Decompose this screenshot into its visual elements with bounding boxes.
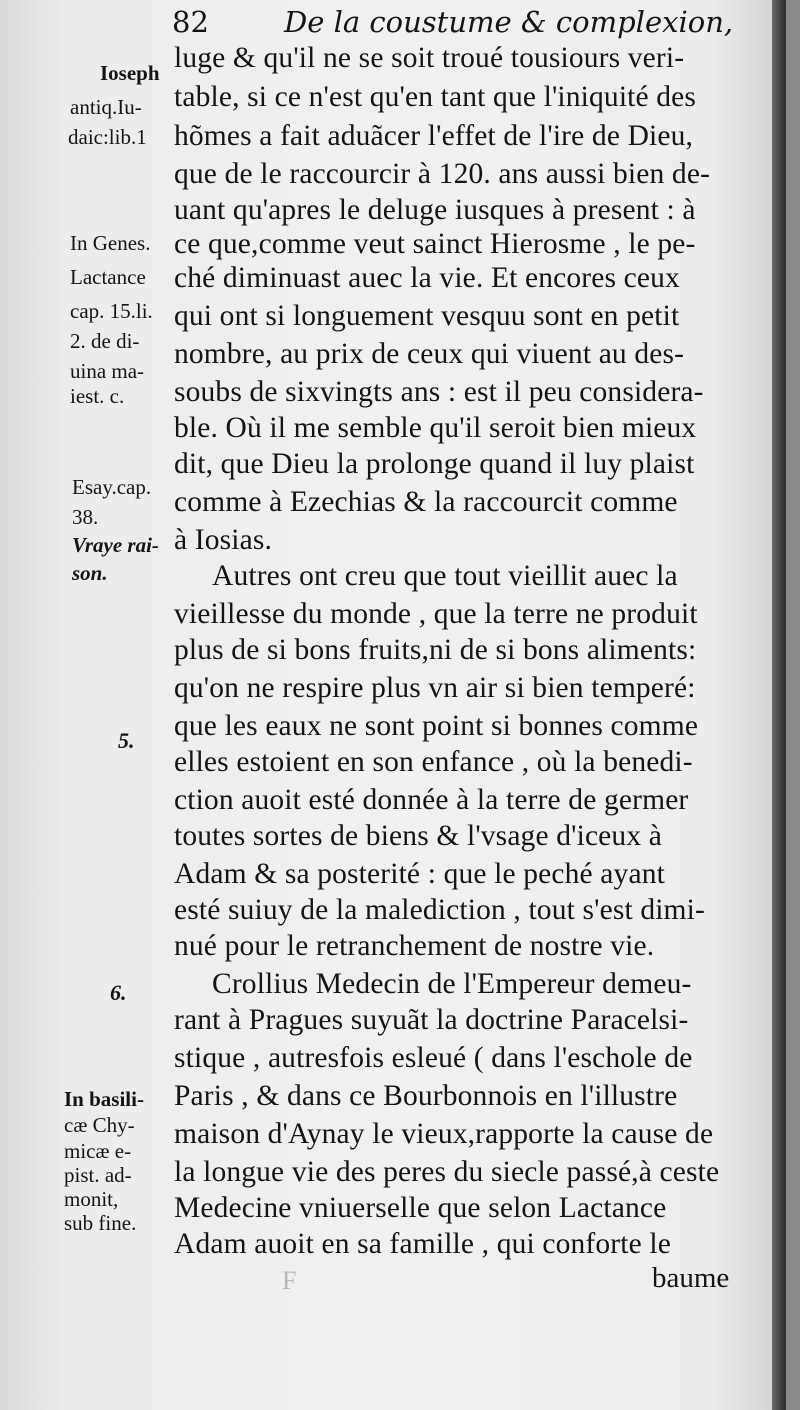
body-line: maison d'Aynay le vieux,rapporte la cause de [174,1118,714,1150]
margin-note-lactance-5: iest. c. [70,384,125,408]
body-line: vieillesse du monde , que la terre ne produit [174,598,698,630]
body-line: dit, que Dieu la prolonge quand il luy plaist [174,448,695,480]
margin-note-lactance-4: uina ma- [70,359,145,383]
margin-note-esay-1: Esay.cap. [72,475,152,499]
running-title: De la coustume & complexion, [284,5,734,39]
body-line: qu'on ne respire plus vn air si bien temperé: [174,672,696,704]
margin-note-lactance-2: cap. 15.li. [70,299,153,323]
body-line: hõmes a fait aduãcer l'effet de l'ire de Dieu, [174,120,694,152]
body-line: à Iosias. [174,524,273,556]
body-line: la longue vie des peres du siecle passé,à ceste [174,1156,720,1188]
running-head [172,2,772,42]
margin-note-genesis: In Genes. [70,231,151,255]
body-line: ché diminuast auec la vie. Et encores ceux [174,262,680,294]
margin-note-josephus-1: Ioseph [100,61,160,85]
margin-note-basilica-6: sub fine. [64,1211,137,1235]
body-line: plus de si bons fruits,ni de si bons aliments: [174,634,697,666]
body-line: luge & qu'il ne se soit troué tousiours veri- [174,42,685,74]
body-line: ce que,comme veut sainct Hierosme , le pe- [174,228,696,260]
margin-note-vraye-1: Vraye rai- [72,533,159,557]
body-line: que de le raccourcir à 120. ans aussi bien de- [174,158,711,190]
body-line: uant qu'apres le deluge iusques à present : à [174,194,696,226]
margin-note-basilica-1: In basili- [64,1087,144,1111]
body-line: toutes sortes de biens & l'vsage d'iceux à [174,820,662,852]
catchword: baume [652,1262,730,1294]
margin-note-basilica-3: micæ e- [64,1139,132,1163]
body-line: Medecine vniuerselle que selon Lactance [174,1192,667,1224]
paragraph-number-5: 5. [118,728,135,753]
paragraph-number-6: 6. [110,980,127,1005]
body-line: Adam auoit en sa famille , qui conforte le [174,1228,671,1260]
margin-note-josephus-2: antiq.Iu- [70,95,142,119]
body-line: soubs de sixvingts ans : est il peu considera- [174,376,704,408]
body-line: nombre, au prix de ceux qui viuent au des- [174,338,685,370]
body-line: que les eaux ne sont point si bonnes comme [174,710,699,742]
body-line: comme à Ezechias & la raccourcit comme [174,486,678,518]
margin-note-vraye-2: son. [72,561,108,585]
body-line: Crollius Medecin de l'Empereur demeu- [212,968,692,1000]
margin-note-lactance-1: Lactance [70,265,146,289]
body-line: stique , autresfois esleué ( dans l'eschole de [174,1042,693,1074]
body-line: rant à Pragues suyuãt la doctrine Paracelsi- [174,1004,689,1036]
page-number: 82 [172,5,209,39]
margin-note-esay-2: 38. [72,505,99,529]
body-line: Adam & sa posterité : que le peché ayant [174,858,665,890]
body-line: nué pour le retranchement de nostre vie. [174,930,655,962]
body-line: qui ont si longuement vesquu sont en petit [174,300,680,332]
margin-note-basilica-4: pist. ad- [64,1163,132,1187]
body-line: esté suiuy de la malediction , tout s'est dimi- [174,894,705,926]
margin-note-josephus-3: daic:lib.1 [68,125,147,149]
body-line: ction auoit esté donnée à la terre de germer [174,784,689,816]
margin-note-basilica-5: monit, [64,1187,119,1211]
body-line: Paris , & dans ce Bourbonnois en l'illustre [174,1080,678,1112]
body-line: table, si ce n'est qu'en tant que l'iniquité des [174,81,697,113]
margin-note-lactance-3: 2. de di- [70,329,140,353]
body-line: elles estoient en son enfance , où la benedi- [174,746,693,778]
page-edge-shadow [772,0,786,1410]
signature-mark: F [282,1266,297,1295]
body-line: Autres ont creu que tout vieillit auec la [212,560,678,592]
body-line: ble. Où il me semble qu'il seroit bien mieux [174,412,697,444]
margin-note-basilica-2: cæ Chy- [64,1113,135,1137]
